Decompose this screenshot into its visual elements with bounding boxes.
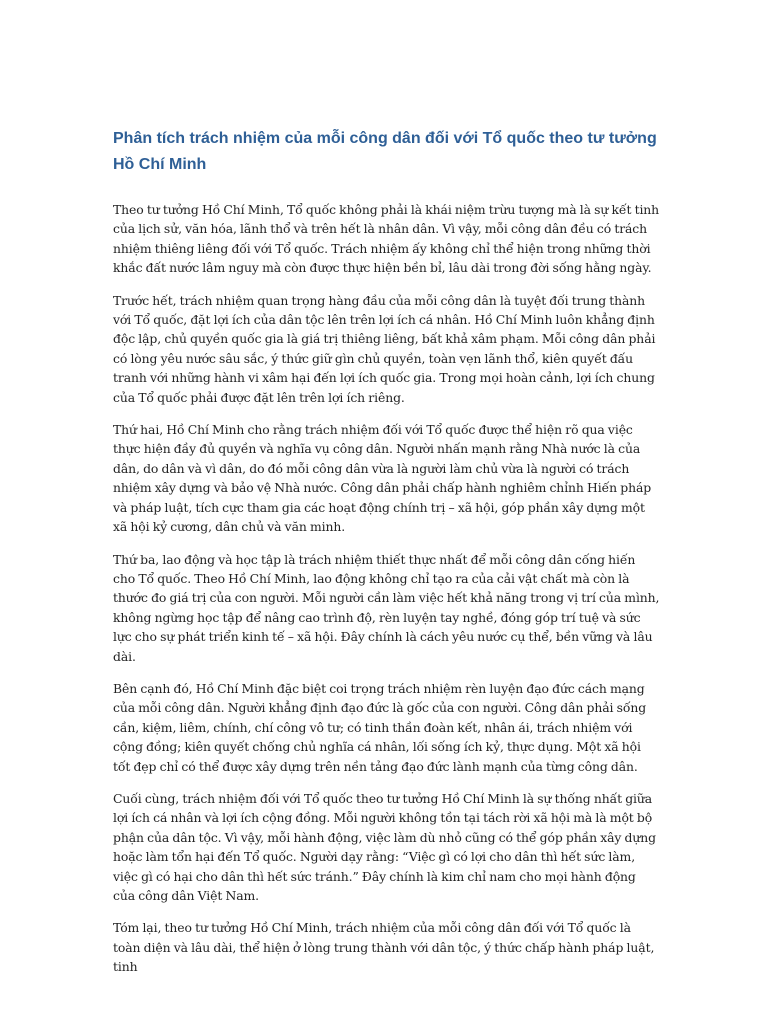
paragraph-labor-study: Thứ ba, lao động và học tập là trách nhiệm thiết thực nhất để mỗi công dân cống hiến cho Tổ quốc. Theo Hồ Chí Minh, lao động không chỉ tạo ra của cải vật chất mà còn là thước đo giá trị của con người. Mỗi người cần làm việc hết khả năng trong vị trí của mình, không ngừng học tập để nâng cao trình độ, rèn luyện tay nghề, đóng góp trí tuệ và sức lực cho sự phát triển kinh tế – xã hội. Đây chính là cách yêu nước cụ thể, bền vững và lâu dài. bbox=[113, 551, 660, 664]
paragraph-civic-duty: Thứ hai, Hồ Chí Minh cho rằng trách nhiệm đối với Tổ quốc được thể hiện rõ qua việc thực hiện đầy đủ quyền và nghĩa vụ công dân. Người nhấn mạnh rằng Nhà nước là của dân, do dân và vì dân, do đó mỗi công dân vừa là người làm chủ vừa là người có trách nhiệm xây dựng và bảo vệ Nhà nước. Công dân phải chấp hành nghiêm chỉnh Hiến pháp và pháp luật, tích cực tham gia các hoạt động chính trị – xã hội, góp phần xây dựng một xã hội kỷ cương, dân chủ và văn minh. bbox=[113, 422, 652, 535]
paragraph-loyalty: Trước hết, trách nhiệm quan trọng hàng đầu của mỗi công dân là tuyệt đối trung thành với Tổ quốc, đặt lợi ích của dân tộc lên trên lợi ích cá nhân. Hồ Chí Minh luôn khẳng định độc lập, chủ quyền quốc gia là giá trị thiêng liêng, bất khả xâm phạm. Mỗi công dân phải có lòng yêu nước sâu sắc, ý thức giữ gìn chủ quyền, toàn vẹn lãnh thổ, kiên quyết đấu tranh với những hành vi xâm hại đến lợi ích quốc gia. Trong mọi hoàn cảnh, lợi ích chung của Tổ quốc phải được đặt lên trên lợi ích riêng. bbox=[113, 292, 656, 405]
paragraph-ethics: Bên cạnh đó, Hồ Chí Minh đặc biệt coi trọng trách nhiệm rèn luyện đạo đức cách mạng của mỗi công dân. Người khẳng định đạo đức là gốc của con người. Công dân phải sống cần, kiệm, liêm, chính, chí công vô tư; có tinh thần đoàn kết, nhân ái, trách nhiệm với cộng đồng; kiên quyết chống chủ nghĩa cá nhân, lối sống ích kỷ, thực dụng. Một xã hội tốt đẹp chỉ có thể được xây dựng trên nền tảng đạo đức lành mạnh của từng công dân. bbox=[113, 680, 647, 774]
document-title: Phân tích trách nhiệm của mỗi công dân đối với Tổ quốc theo tư tưởng Hồ Chí Minh bbox=[113, 130, 657, 173]
paragraph-conclusion: Tóm lại, theo tư tưởng Hồ Chí Minh, trách nhiệm của mỗi công dân đối với Tổ quốc là toàn diện và lâu dài, thể hiện ở lòng trung thành với dân tộc, ý thức chấp hành pháp luật, tinh bbox=[113, 920, 655, 975]
paragraph-unity: Cuối cùng, trách nhiệm đối với Tổ quốc theo tư tưởng Hồ Chí Minh là sự thống nhất giữa lợi ích cá nhân và lợi ích cộng đồng. Mỗi người không tồn tại tách rời xã hội mà là một bộ phận của dân tộc. Vì vậy, mỗi hành động, việc làm dù nhỏ cũng có thể góp phần xây dựng hoặc làm tổn hại đến Tổ quốc. Người dạy rằng: “Việc gì có lợi cho dân thì hết sức làm, việc gì có hại cho dân thì hết sức tránh.” Đây chính là kim chỉ nam cho mọi hành động của công dân Việt Nam. bbox=[113, 790, 656, 903]
paragraph-intro: Theo tư tưởng Hồ Chí Minh, Tổ quốc không phải là khái niệm trừu tượng mà là sự kết tinh của lịch sử, văn hóa, lãnh thổ và trên hết là nhân dân. Vì vậy, mỗi công dân đều có trách nhiệm thiêng liêng đối với Tổ quốc. Trách nhiệm ấy không chỉ thể hiện trong những thời khắc đất nước lâm nguy mà còn được thực hiện bền bỉ, lâu dài trong đời sống hằng ngày. bbox=[113, 202, 660, 276]
